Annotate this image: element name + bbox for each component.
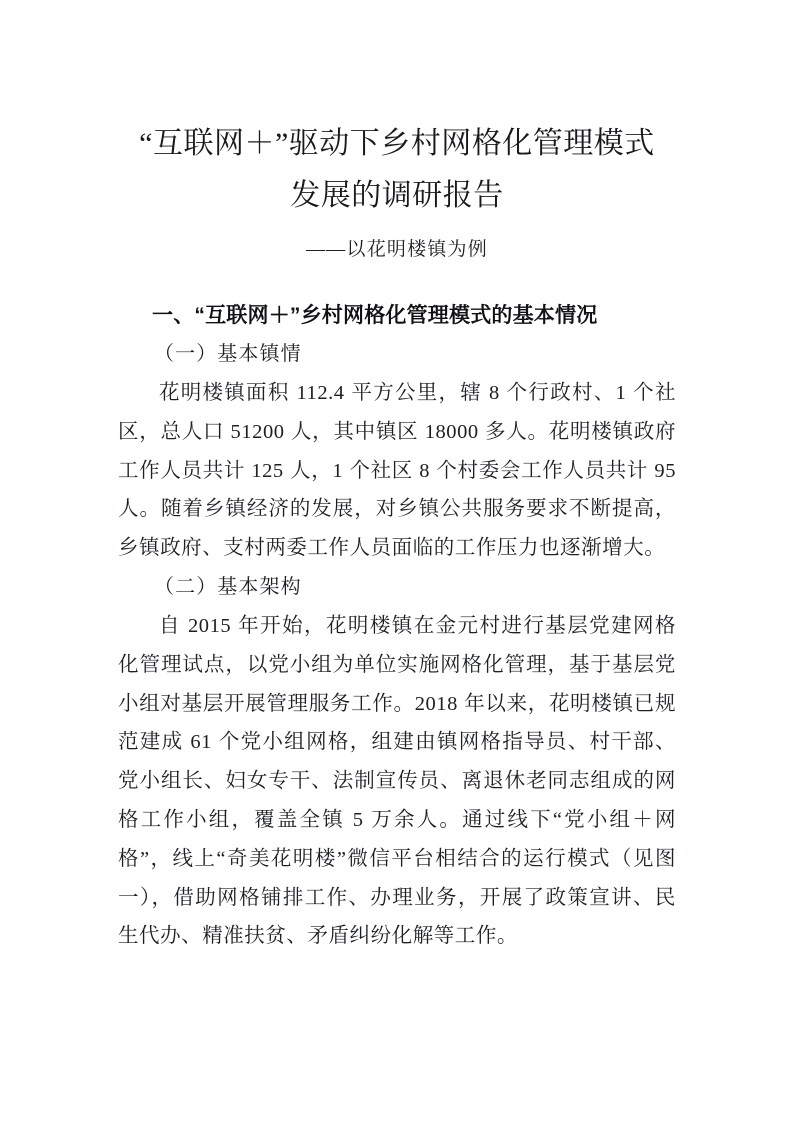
subsection-heading-1-2: （二）基本架构 (154, 575, 302, 598)
document-subtitle: ——以花明楼镇为例 (306, 239, 488, 260)
section-heading-1: 一、“互联网＋”乡村网格化管理模式的基本情况 (152, 304, 598, 327)
subsection-paragraph-1-1: 花明楼镇面积 112.4 平方公里，辖 8 个行政村、1 个社区，总人口 51200 人，其中镇区 18000 多人。花明楼镇政府工作人员共计 125 人，1 个社区 8 个村委会工作人员共计 95 人。随着乡镇经济的发展，对乡镇公共服务要求不断提高，乡镇政府、支村两委工作人员面临的工作压力也逐渐增大。 (118, 382, 676, 560)
subsection-heading-1-1: （一）基本镇情 (154, 343, 302, 365)
subsection-paragraph-1-2: 自 2015 年开始，花明楼镇在金元村进行基层党建网格化管理试点，以党小组为单位实施网格化管理，基于基层党小组对基层开展管理服务工作。2018 年以来，花明楼镇已规范建成 61 个党小组网格，组建由镇网格指导员、村干部、党小组长、妇女专干、法制宣传员、离退休老同志组成的网格工作小组，覆盖全镇 5 万余人。通过线下“党小组＋网格”，线上“奇美花明楼”微信平台相结合的运行模式（见图一），借助网格铺排工作、办理业务，开展了政策宣讲、民生代办、精准扶贫、矛盾纠纷化解等工作。 (118, 614, 676, 948)
page-title: “互联网＋”驱动下乡村网格化管理模式发展的调研报告 (139, 127, 655, 212)
